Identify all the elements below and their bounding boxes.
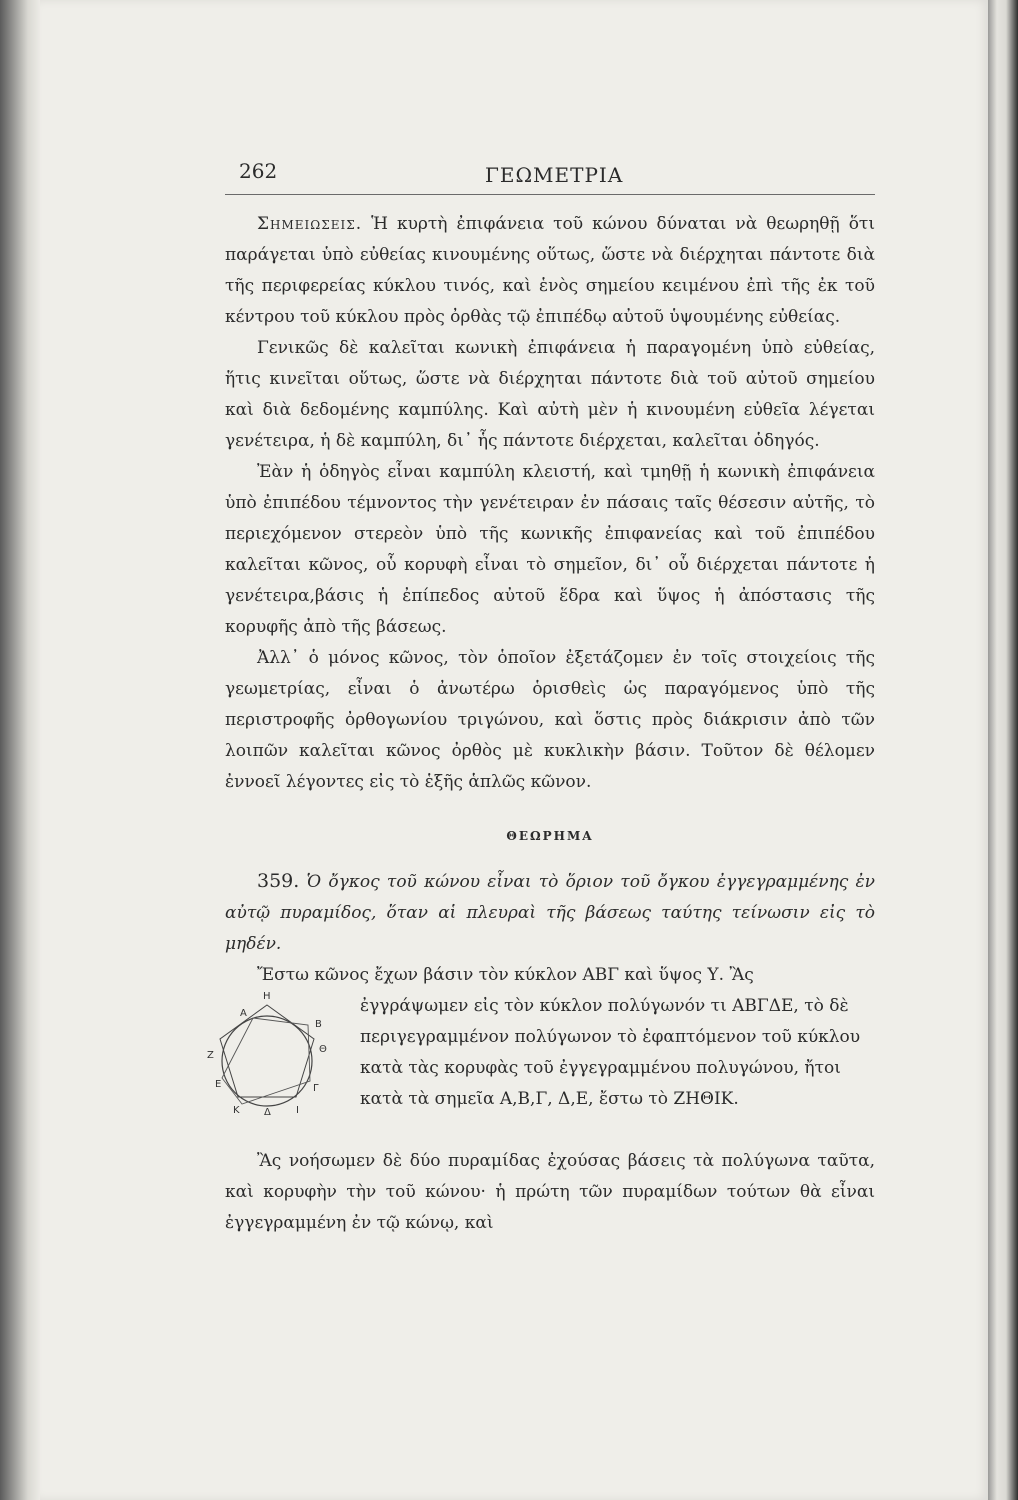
label-D: Δ [264,1107,271,1118]
theorem-text: Ὁ ὄγκος τοῦ κώνου εἶναι τὸ ὅριον τοῦ ὄγκου ἐγγεγραμμένης ἐν αὐτῷ πυραμίδος, ὅταν αἱ πλευραὶ τῆς βάσεως ταύτης τείνωσιν εἰς τὸ μηδέν. [225,872,875,954]
page-number: 262 [239,159,278,183]
page-header [225,150,875,195]
theorem-heading: ΘΕΩΡΗΜΑ [506,829,594,843]
label-K: K [233,1105,240,1116]
figure-block [207,991,875,1146]
theorem-statement [225,866,875,960]
notes-paragraph-4: Ἀλλ᾿ ὁ μόνος κῶνος, τὸν ὁποῖον ἐξετάζομεν ἐν τοῖς στοιχείοις τῆς γεωμετρίας, εἶναι ὁ ἀνωτέρω ὁρισθεὶς ὡς παραγόμενος ὑπὸ τῆς περιστροφῆς ὀρθογωνίου τριγώνου, καὶ ὅστις πρὸς διάκρισιν ἀπὸ τῶν λοιπῶν καλεῖται κῶνος ὀρθὸς μὲ κυκλικὴν βάσιν. Τοῦτον δὲ θέλομεν ἐννοεῖ λέγοντες εἰς τὸ ἑξῆς ἁπλῶς κῶνον. [225,648,875,792]
page-edge [988,0,1018,1500]
theorem-number: 359. [257,870,300,892]
page-content [207,150,875,1239]
label-Z: Z [207,1050,214,1061]
notes-paragraph-3: Ἐὰν ἡ ὁδηγὸς εἶναι καμπύλη κλειστή, καὶ τμηθῇ ἡ κωνικὴ ἐπιφάνεια ὑπὸ ἐπιπέδου τέμνοντος τὴν γενέτειραν ἐν πάσαις ταῖς θέσεσιν αὐτῆς, τὸ περιεχόμενον στερεὸν ὑπὸ τῆς κωνικῆς ἐπιφανείας καὶ τοῦ ἐπιπέδου καλεῖται κῶνος, οὗ κορυφὴ εἶναι τὸ σημεῖον, δι᾿ οὗ διέρχεται πάντοτε ἡ γενέτειρα,βάσις ἡ ἐπίπεδος αὐτοῦ ἕδρα καὶ ὕψος ἡ ἀπόστασις τῆς κορυφῆς ἀπὸ τῆς βάσεως. [225,462,875,637]
label-A: A [240,1008,247,1019]
book-gutter [0,0,40,1500]
pentagon-figure [195,983,345,1143]
proof-beside-figure: ἐγγράψωμεν εἰς τὸν κύκλον πολύγωνόν τι ΑΒΓΔΕ, τὸ δὲ περιγεγραμμένον πολύγωνον τὸ ἐφαπτόμενον τοῦ κύκλου κατὰ τὰς κορυφὰς τοῦ ἐγγεγραμμένου πολυγώνου, ἤτοι κατὰ τὰ σημεῖα Α,Β,Γ, Δ,Ε, ἔστω τὸ ΖΗΘΙΚ. [360,996,861,1109]
label-G: Γ [313,1083,319,1094]
label-B: B [315,1019,322,1030]
proof-line-1: Ἔστω κῶνος ἔχων βάσιν τὸν κύκλον ΑΒΓ καὶ ὕψος Υ. Ἂς [257,965,754,985]
proof-continuation: Ἂς νοήσωμεν δὲ δύο πυραμίδας ἐχούσας βάσεις τὰ πολύγωνα ταῦτα, καὶ κορυφὴν τὴν τοῦ κώνου· ἡ πρώτη τῶν πυραμίδων τούτων θὰ εἶναι ἐγγεγραμμένη ἐν τῷ κώνῳ, καὶ [225,1151,875,1233]
notes-text-1: Ἡ κυρτὴ ἐπιφάνεια τοῦ κώνου δύναται νὰ θεωρηθῇ ὅτι παράγεται ὑπὸ εὐθείας κινουμένης οὕτως, ὥστε νὰ διέρχηται πάντοτε διὰ τῆς περιφερείας κύκλου τινός, καὶ ἑνὸς σημείου κειμένου ἐπὶ τῆς ἐκ τοῦ κέντρου τοῦ κύκλου πρὸς ὀρθὰς τῷ ἐπιπέδῳ αὐτοῦ ὑψουμένης εὐθείας. [225,214,875,327]
notes-paragraph-2: Γενικῶς δὲ καλεῖται κωνικὴ ἐπιφάνεια ἡ παραγομένη ὑπὸ εὐθείας, ἥτις κινεῖται οὕτως, ὥστε νὰ διέρχηται πάντοτε διὰ τοῦ αὐτοῦ σημείου καὶ διὰ δεδομένης καμπύλης. Καὶ αὐτὴ μὲν ἡ κινουμένη εὐθεῖα λέγεται γενέτειρα, ἡ δὲ καμπύλη, δι᾿ ἧς πάντοτε διέρχεται, καλεῖται ὁδηγός. [225,338,875,451]
circumscribed-pentagon [220,1005,314,1097]
label-Theta: Θ [319,1044,327,1055]
running-title: ΓΕΩΜΕΤΡΙΑ [485,163,624,187]
notes-paragraph-1 [225,209,875,333]
label-H: H [263,991,271,1002]
inscribed-pentagon [222,1018,310,1104]
label-I: I [296,1105,299,1116]
base-circle [222,1016,312,1106]
figure-side-text [360,991,875,1115]
notes-label: Σημειωσεις. [257,214,363,234]
label-E: E [215,1079,222,1090]
